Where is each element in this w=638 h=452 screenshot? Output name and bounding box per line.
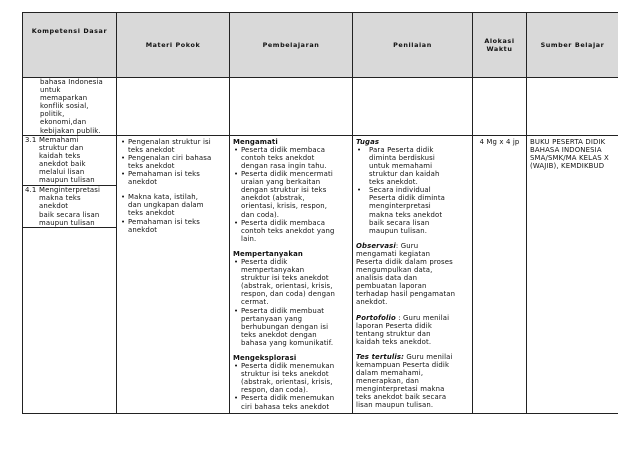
mengamati-item-line: uraian yang berkaitan <box>241 178 321 187</box>
mengeksplorasi-list <box>233 362 349 411</box>
sumber-lines <box>530 138 615 170</box>
header-materi-pokok: Materi Pokok <box>117 13 230 78</box>
mempertanyakan-item-line: berhubungan dengan isi <box>241 322 329 331</box>
tugas-item-line: teks anekdot. <box>369 178 418 187</box>
materi-item <box>128 193 226 217</box>
continuation-line: kebijakan publik. <box>40 126 101 135</box>
mengamati-item-line: dan coda). <box>241 210 280 219</box>
header-sumber-belajar: Sumber Belajar <box>527 13 619 78</box>
portofolio-line: laporan Peserta didik <box>356 321 432 330</box>
kd-4-1-text <box>39 186 100 226</box>
tugas-item-line: Peserta didik diminta <box>369 194 446 203</box>
alokasi-cell: 4 Mg x 4 jp <box>473 135 527 413</box>
header-waktu-line: Waktu <box>486 45 513 53</box>
tes-line: Guru menilai <box>404 352 453 361</box>
materi-item <box>128 170 226 186</box>
continuation-line: ekonomi,dan <box>40 118 87 127</box>
materi-item-line: anekdot <box>128 178 158 187</box>
sumber-cell <box>527 135 619 413</box>
tugas-item-line: makna teks anekdot <box>369 210 443 219</box>
materi-item <box>128 138 226 154</box>
mempertanyakan-item-line: (abstrak, orientasi, krisis, <box>241 282 333 291</box>
materi-item-line: teks anekdot <box>128 161 175 170</box>
mengamati-item-line: anekdot (abstrak, <box>241 194 305 203</box>
mempertanyakan-item-line: bahasa yang komunikatif. <box>241 338 334 347</box>
kd-4-1-line: maupun tulisan <box>39 218 95 227</box>
tugas-item-line: • Secara individual <box>369 186 431 195</box>
mempertanyakan-item-line: respon, dan coda) dengan <box>241 290 336 299</box>
tugas-item-line: • Para Peserta didik <box>369 145 434 154</box>
kd-3-1-line: melalui lisan <box>39 168 85 177</box>
kd-3-1-line: anekdot baik <box>39 159 86 168</box>
mengamati-item-line: contoh teks anekdot yang <box>241 226 335 235</box>
header-alokasi-waktu <box>473 13 527 78</box>
mengamati-item-line: contoh teks anekdot <box>241 153 315 162</box>
mempertanyakan-item-line: struktur isi teks anekdot <box>241 274 329 283</box>
tes-line: dalam memahami, <box>356 369 424 378</box>
tugas-item <box>369 146 469 186</box>
kd-3-1-line: struktur dan <box>39 143 84 152</box>
observasi-line: mengamati kegiatan <box>356 249 431 258</box>
mempertanyakan-item-line: cermat. <box>241 298 269 307</box>
mengeksplorasi-item-line: ciri bahasa teks anekdot <box>241 402 330 411</box>
observasi-line: Peserta didik dalam proses <box>356 257 453 266</box>
sumber-line: (WAJIB), KEMDIKBUD <box>530 161 605 170</box>
portofolio-block <box>356 314 469 346</box>
mengamati-heading: Mengamati <box>233 137 278 146</box>
portofolio-line: tentang struktur dan <box>356 329 431 338</box>
tes-line: kemampuan Peserta didik <box>356 361 450 369</box>
mengeksplorasi-item-line: (abstrak, orientasi, krisis, <box>241 378 333 387</box>
mengamati-item-line: dengan rasa ingin tahu. <box>241 161 327 170</box>
mengamati-list <box>233 146 349 243</box>
mengamati-item <box>241 219 349 243</box>
materi-item-line: • Pengenalan ciri bahasa <box>128 153 212 162</box>
mengamati-item <box>241 170 349 219</box>
mengeksplorasi-item-line: • Peserta didik menemukan <box>241 394 335 403</box>
tugas-item-line: menginterpretasi <box>369 202 431 211</box>
tugas-item <box>369 186 469 235</box>
header-alokasi-line: Alokasi <box>484 37 515 45</box>
materi-item-line: • Makna kata, istilah, <box>128 193 199 202</box>
observasi-line: analisis data dan <box>356 274 418 283</box>
kd-3-1 <box>23 136 116 185</box>
continuation-row <box>23 78 619 136</box>
mengeksplorasi-item-line: • Peserta didik menemukan <box>241 362 335 371</box>
kd-4-1 <box>23 186 116 226</box>
materi-list <box>120 138 226 234</box>
portofolio-line: : Guru menilai <box>395 313 450 322</box>
mengamati-item-line: • Peserta didik mencermati <box>241 170 333 179</box>
observasi-line: mengumpulkan data, <box>356 266 433 275</box>
tugas-list <box>356 146 469 235</box>
mengamati-item-line: • Peserta didik membaca <box>241 145 326 154</box>
mengeksplorasi-item <box>241 394 349 410</box>
mengeksplorasi-item <box>241 362 349 394</box>
mempertanyakan-list <box>233 258 349 347</box>
penilaian-cell <box>353 135 473 413</box>
mempertanyakan-item-line: pertanyaan yang <box>241 314 303 323</box>
kd-3-1-line: maupun tulisan <box>39 176 95 185</box>
tugas-item-line: struktur dan kaidah <box>369 170 440 179</box>
mengamati-item-line: lain. <box>241 234 257 243</box>
continuation-line: politik, <box>40 110 65 119</box>
mempertanyakan-item <box>241 258 349 307</box>
materi-item-line: dan ungkapan dalam <box>128 201 204 210</box>
header-row <box>23 13 619 78</box>
sumber-line: BAHASA INDONESIA <box>530 145 602 154</box>
observasi-line: pembuatan laporan <box>356 282 427 291</box>
continuation-line: bahasa Indonesia <box>40 78 103 86</box>
materi-item <box>128 154 226 170</box>
kd-3-1-text <box>39 136 95 185</box>
mempertanyakan-item-line: mempertanyakan <box>241 266 305 275</box>
materi-item-line: • Pengenalan struktur isi <box>128 137 211 146</box>
continuation-cell <box>23 78 117 136</box>
kompetensi-cell <box>23 135 117 413</box>
tugas-item-line: maupun tulisan. <box>369 226 428 235</box>
mengamati-item-line: dengan struktur isi teks <box>241 186 327 195</box>
mengeksplorasi-item-line: respon, dan coda). <box>241 386 309 395</box>
tugas-item-line: diminta berdiskusi <box>369 153 435 162</box>
kd-4-1-line: baik secara lisan <box>39 210 100 219</box>
observasi-line: anekdot. <box>356 298 388 307</box>
tugas-heading: Tugas <box>356 137 380 146</box>
continuation-lines <box>23 78 116 135</box>
continuation-line: memaparkan <box>40 94 88 103</box>
header-pembelajaran: Pembelajaran <box>230 13 353 78</box>
content-row <box>23 135 619 413</box>
observasi-label: Observasi <box>356 241 396 250</box>
kd-4-1-line: anekdot <box>39 202 69 211</box>
materi-cell <box>117 135 230 413</box>
kd-3-1-number: 3.1 <box>25 135 37 144</box>
materi-item-line: teks anekdot <box>128 145 175 154</box>
mempertanyakan-item <box>241 307 349 347</box>
sumber-line: BUKU PESERTA DIDIK <box>530 137 606 146</box>
materi-item-line: teks anekdot <box>128 209 175 218</box>
mengamati-item <box>241 146 349 170</box>
materi-item-line: anekdot <box>128 225 158 234</box>
mengeksplorasi-heading: Mengeksplorasi <box>233 354 297 362</box>
tes-line: teks anekdot baik secara <box>356 393 447 402</box>
observasi-line: : Guru <box>395 241 419 250</box>
header-kompetensi-dasar: Kompetensi Dasar <box>23 13 117 78</box>
kd-4-1-line: Menginterpretasi <box>39 186 101 195</box>
sumber-line: SMA/SMK/MA KELAS X <box>530 153 609 162</box>
tes-block <box>356 353 469 410</box>
syllabus-page <box>22 12 618 452</box>
tes-label: Tes tertulis: <box>356 352 405 361</box>
mengamati-item-line: • Peserta didik membaca <box>241 218 326 227</box>
tugas-item-line: untuk memahami <box>369 161 433 170</box>
kd-4-1-line: makna teks <box>39 194 81 203</box>
portofolio-label: Portofolio <box>356 313 396 322</box>
tes-line: lisan maupun tulisan. <box>356 401 434 410</box>
observasi-line: terhadap hasil pengamatan <box>356 290 456 299</box>
mengamati-item-line: orientasi, krisis, respon, <box>241 202 328 211</box>
materi-item-line: • Pemahaman isi teks <box>128 217 200 226</box>
mengeksplorasi-item-line: struktur isi teks anekdot <box>241 370 329 379</box>
pembelajaran-cell <box>230 135 353 413</box>
materi-item-line: • Pemahaman isi teks <box>128 170 200 179</box>
mempertanyakan-item-line: • Peserta didik membuat <box>241 306 325 315</box>
materi-item <box>128 218 226 234</box>
mempertanyakan-item-line: • Peserta didik <box>241 257 288 266</box>
kd-3-1-line: kaidah teks <box>39 151 81 160</box>
continuation-line: konflik sosial, <box>40 102 89 111</box>
tes-line: menerapkan, dan <box>356 377 420 386</box>
kd-3-1-line: Memahami <box>39 135 79 144</box>
tugas-item-line: baik secara lisan <box>369 218 430 227</box>
tes-line: menginterpretasi makna <box>356 385 445 394</box>
continuation-line: untuk <box>40 86 61 95</box>
syllabus-table <box>22 12 618 414</box>
kd-4-1-number: 4.1 <box>25 186 37 195</box>
portofolio-line: kaidah teks anekdot. <box>356 337 432 346</box>
header-penilaian: Penilaian <box>353 13 473 78</box>
mempertanyakan-heading: Mempertanyakan <box>233 249 303 258</box>
observasi-block <box>356 242 469 307</box>
mempertanyakan-item-line: teks anekdot dengan <box>241 330 317 339</box>
